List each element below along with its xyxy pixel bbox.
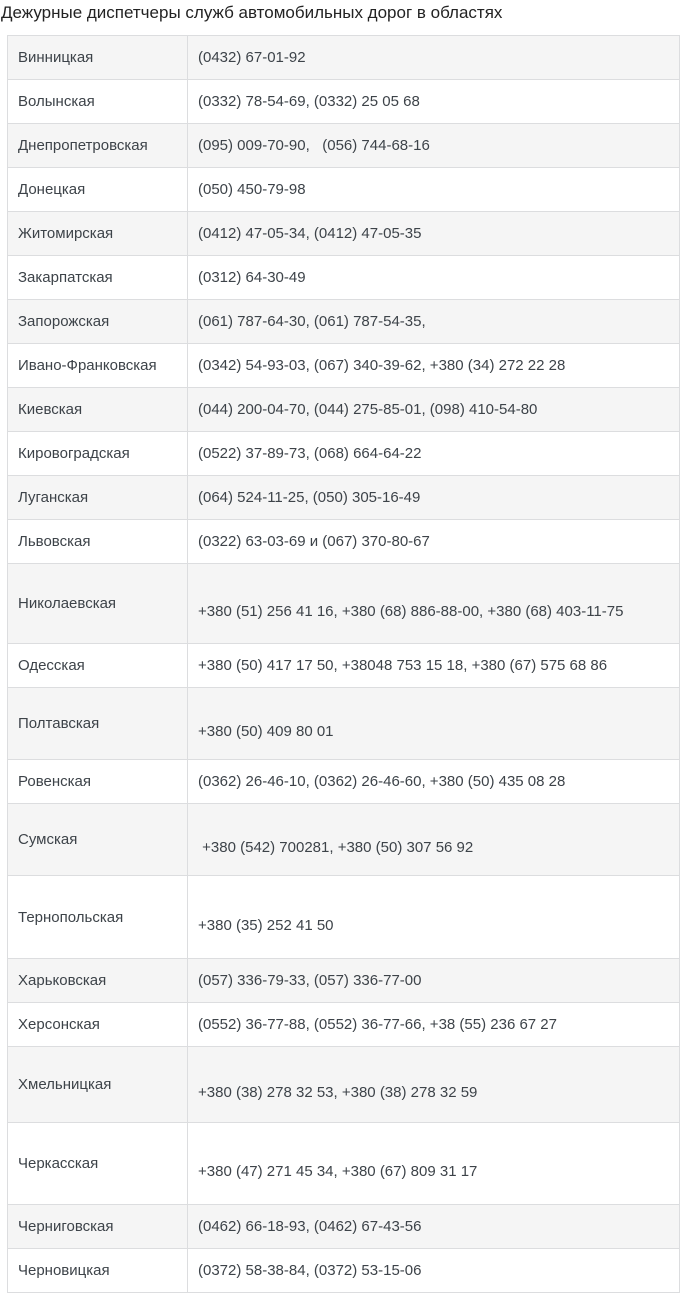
table-row	[8, 167, 679, 211]
region-name: Полтавская	[8, 688, 188, 759]
region-name: Житомирская	[8, 212, 188, 255]
phone-numbers: (0322) 63-03-69 и (067) 370-80-67	[198, 533, 430, 550]
region-name: Винницкая	[8, 36, 188, 79]
region-name: Черновицкая	[8, 1249, 188, 1292]
table-row	[8, 643, 679, 687]
region-name: Львовская	[8, 520, 188, 563]
phone-numbers: +380 (542) 700281, +380 (50) 307 56 92	[198, 839, 474, 856]
table-row	[8, 1002, 679, 1046]
phone-numbers: (0412) 47-05-34, (0412) 47-05-35	[198, 225, 422, 242]
region-name: Волынская	[8, 80, 188, 123]
phone-numbers: (095) 009-70-90, (056) 744-68-16	[198, 137, 430, 154]
region-name: Ивано-Франковская	[8, 344, 188, 387]
phone-numbers: (064) 524-11-25, (050) 305-16-49	[198, 489, 421, 506]
region-name: Херсонская	[8, 1003, 188, 1046]
region-name: Одесская	[8, 644, 188, 687]
region-name: Днепропетровская	[8, 124, 188, 167]
table-row	[8, 803, 679, 875]
region-name: Киевская	[8, 388, 188, 431]
table-row	[8, 958, 679, 1002]
region-name: Хмельницкая	[8, 1047, 188, 1122]
table-row	[8, 519, 679, 563]
phone-numbers: (0432) 67-01-92	[198, 49, 306, 66]
phone-numbers: +380 (51) 256 41 16, +380 (68) 886-88-00, +380 (68) 403-11-75	[198, 603, 624, 620]
table-row	[8, 875, 679, 958]
table-row	[8, 1248, 679, 1292]
table-row	[8, 1204, 679, 1248]
region-name: Харьковская	[8, 959, 188, 1002]
phone-numbers: +380 (38) 278 32 53, +380 (38) 278 32 59	[198, 1084, 478, 1101]
phone-numbers: +380 (47) 271 45 34, +380 (67) 809 31 17	[198, 1163, 478, 1180]
table-row	[8, 343, 679, 387]
phone-table	[7, 35, 680, 1293]
region-name: Запорожская	[8, 300, 188, 343]
table-row	[8, 1046, 679, 1122]
phone-numbers: +380 (50) 409 80 01	[198, 723, 334, 740]
table-row	[8, 563, 679, 643]
phone-numbers: (0522) 37-89-73, (068) 664-64-22	[198, 445, 422, 462]
region-name: Сумская	[8, 804, 188, 875]
phone-numbers: (0332) 78-54-69, (0332) 25 05 68	[198, 93, 420, 110]
phone-numbers: (050) 450-79-98	[198, 181, 306, 198]
phone-numbers: +380 (35) 252 41 50	[198, 916, 334, 934]
phone-numbers: (0552) 36-77-88, (0552) 36-77-66, +38 (55) 236 67 27	[198, 1016, 557, 1033]
region-name: Закарпатская	[8, 256, 188, 299]
phone-numbers: (061) 787-64-30, (061) 787-54-35,	[198, 313, 426, 330]
table-row	[8, 255, 679, 299]
phone-numbers: (0312) 64-30-49	[198, 269, 306, 286]
region-name: Черкасская	[8, 1123, 188, 1204]
phone-numbers: (0372) 58-38-84, (0372) 53-15-06	[198, 1262, 422, 1279]
phone-numbers: (0362) 26-46-10, (0362) 26-46-60, +380 (50) 435 08 28	[198, 773, 566, 790]
phone-numbers: (0342) 54-93-03, (067) 340-39-62, +380 (34) 272 22 28	[198, 357, 566, 374]
region-name: Луганская	[8, 476, 188, 519]
region-name: Донецкая	[8, 168, 188, 211]
phone-numbers: (057) 336-79-33, (057) 336-77-00	[198, 972, 422, 989]
region-name: Кировоградская	[8, 432, 188, 475]
page-title: Дежурные диспетчеры служб автомобильных дорог в областях	[1, 3, 503, 22]
region-name: Черниговская	[8, 1205, 188, 1248]
phone-numbers: +380 (50) 417 17 50, +38048 753 15 18, +380 (67) 575 68 86	[198, 657, 608, 674]
table-row	[8, 759, 679, 803]
region-name: Ровенская	[8, 760, 188, 803]
phone-numbers: (044) 200-04-70, (044) 275-85-01, (098) 410-54-80	[198, 401, 538, 418]
table-row	[8, 211, 679, 255]
table-row	[8, 475, 679, 519]
table-row	[8, 79, 679, 123]
region-name: Тернопольская	[8, 876, 188, 958]
table-row	[8, 687, 679, 759]
table-row	[8, 431, 679, 475]
table-row	[8, 123, 679, 167]
table-row	[8, 299, 679, 343]
phone-numbers: (0462) 66-18-93, (0462) 67-43-56	[198, 1218, 422, 1235]
table-row	[8, 36, 679, 79]
table-row	[8, 387, 679, 431]
table-row	[8, 1122, 679, 1204]
region-name: Николаевская	[8, 564, 188, 643]
